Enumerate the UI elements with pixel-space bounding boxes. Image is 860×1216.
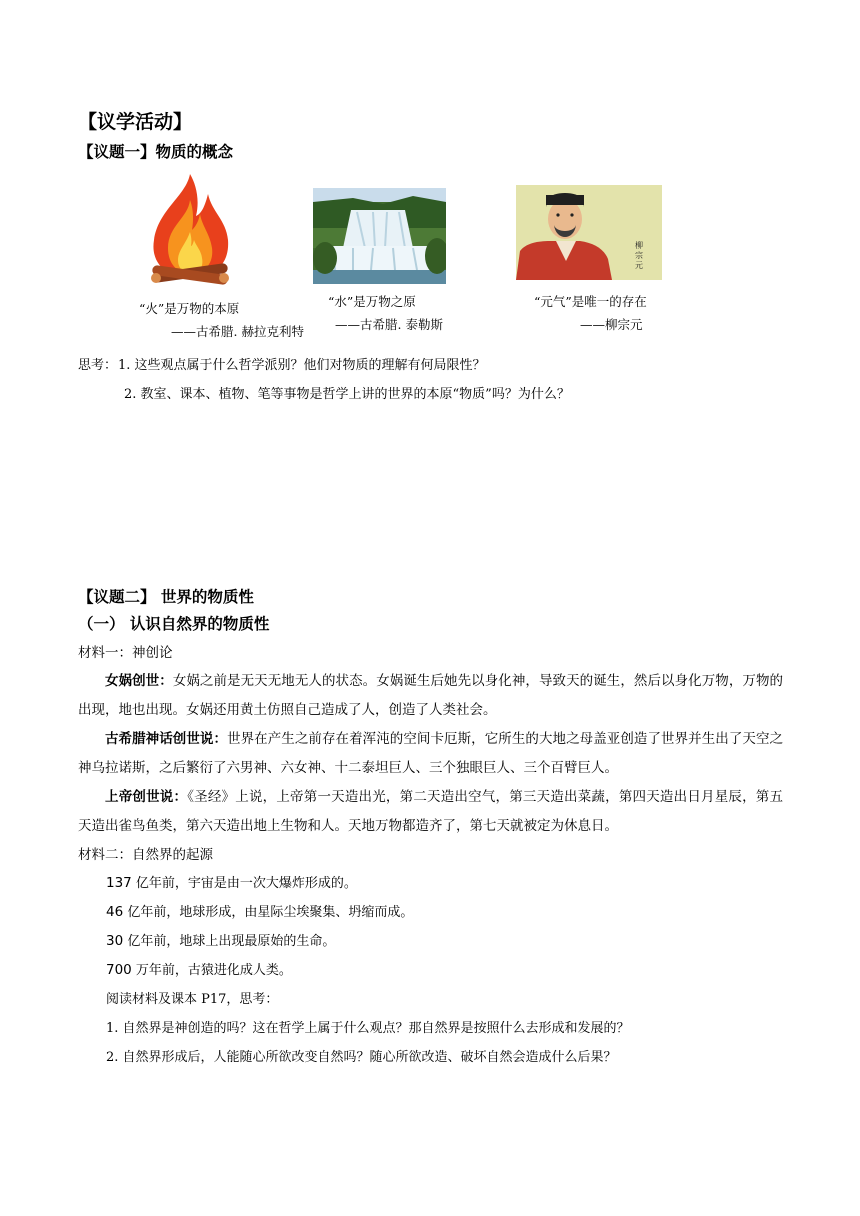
timeline-number: 137 [106, 875, 132, 891]
waterfall-icon [313, 188, 446, 284]
paragraph-text: 世界在产生之前存在着浑沌的空间卡厄斯，它所生的大地之母盖亚创造了世界并生出了天空之神乌拉诺斯，之后繁衍了六男神、六女神、十二泰坦巨人、三个独眼巨人、三个百臂巨人。 [78, 731, 784, 776]
topic1-title: 【议题一】物质的概念 [78, 143, 234, 161]
reading-prompt: 阅读材料及课本 P17，思考： [106, 992, 279, 1007]
figure-caption: “水”是万物之原 [328, 294, 416, 309]
timeline-number: 46 [106, 904, 124, 920]
question-2: 2. 自然界形成后，人能随心所欲改变自然吗？随心所欲改造、破坏自然会造成什么后果？ [106, 1050, 617, 1065]
fire-icon [146, 170, 234, 290]
figure-caption: “火”是万物的本原 [139, 301, 240, 316]
timeline-text: 亿年前，宇宙是由一次大爆炸形成的。 [135, 876, 357, 891]
timeline-item [106, 930, 335, 949]
timeline-text: 亿年前，地球上出现最原始的生命。 [127, 934, 336, 949]
timeline-number: 30 [106, 933, 124, 949]
material1-label: 材料一：神创论 [78, 645, 173, 661]
paragraph-text: 《圣经》上说，上帝第一天造出光，第二天造出空气，第三天造出菜蔬，第四天造出日月星辰，第五天造出雀鸟鱼类，第六天造出地上生物和人。天地万物都造齐了，第七天就被定为休息日。 [78, 789, 784, 834]
think-label: 思考： [78, 358, 118, 373]
topic2-subtitle: （一） 认识自然界的物质性 [78, 615, 270, 633]
figure-attribution: ——柳宗元 [580, 317, 643, 332]
paragraph-lead: 女娲创世： [105, 673, 173, 689]
figure-attribution: ——古希腊. 赫拉克利特 [171, 324, 304, 339]
paragraph-lead: 上帝创世说： [105, 789, 188, 805]
material1-paragraph [78, 667, 783, 725]
paragraph-lead: 古希腊神话创世说： [105, 731, 228, 747]
timeline-item [106, 901, 413, 920]
portrait-icon [516, 185, 662, 280]
timeline-text: 亿年前，地球形成，由星际尘埃聚集、坍缩而成。 [127, 905, 414, 920]
figure-caption: “元气”是唯一的存在 [534, 294, 647, 309]
topic2-title: 【议题二】 世界的物质性 [78, 588, 254, 606]
timeline-item [106, 872, 357, 891]
material1-paragraph [78, 725, 783, 783]
material2-label: 材料二：自然界的起源 [78, 847, 213, 863]
timeline-item [106, 959, 292, 978]
activity-heading: 【议学活动】 [78, 111, 193, 133]
timeline-text: 万年前，古猿进化成人类。 [135, 963, 292, 978]
question-1: 1. 自然界是神创造的吗？这在哲学上属于什么观点？那自然界是按照什么去形成和发展的？ [106, 1021, 630, 1036]
portrait-label: 柳宗元 [635, 241, 643, 270]
question-2: 2. 教室、课本、植物、笔等事物是哲学上讲的世界的本原“物质”吗？为什么？ [124, 387, 570, 402]
timeline-number: 700 [106, 962, 132, 978]
material1-paragraph [78, 783, 783, 841]
figure-attribution: ——古希腊. 泰勒斯 [335, 317, 443, 332]
paragraph-text: 女娲之前是无天无地无人的状态。女娲诞生后她先以身化神，导致天的诞生，然后以身化万物，万物的出现，地也出现。女娲还用黄土仿照自己造成了人，创造了人类社会。 [78, 673, 784, 718]
question-1: 1. 这些观点属于什么哲学派别？他们对物质的理解有何局限性？ [118, 358, 486, 373]
